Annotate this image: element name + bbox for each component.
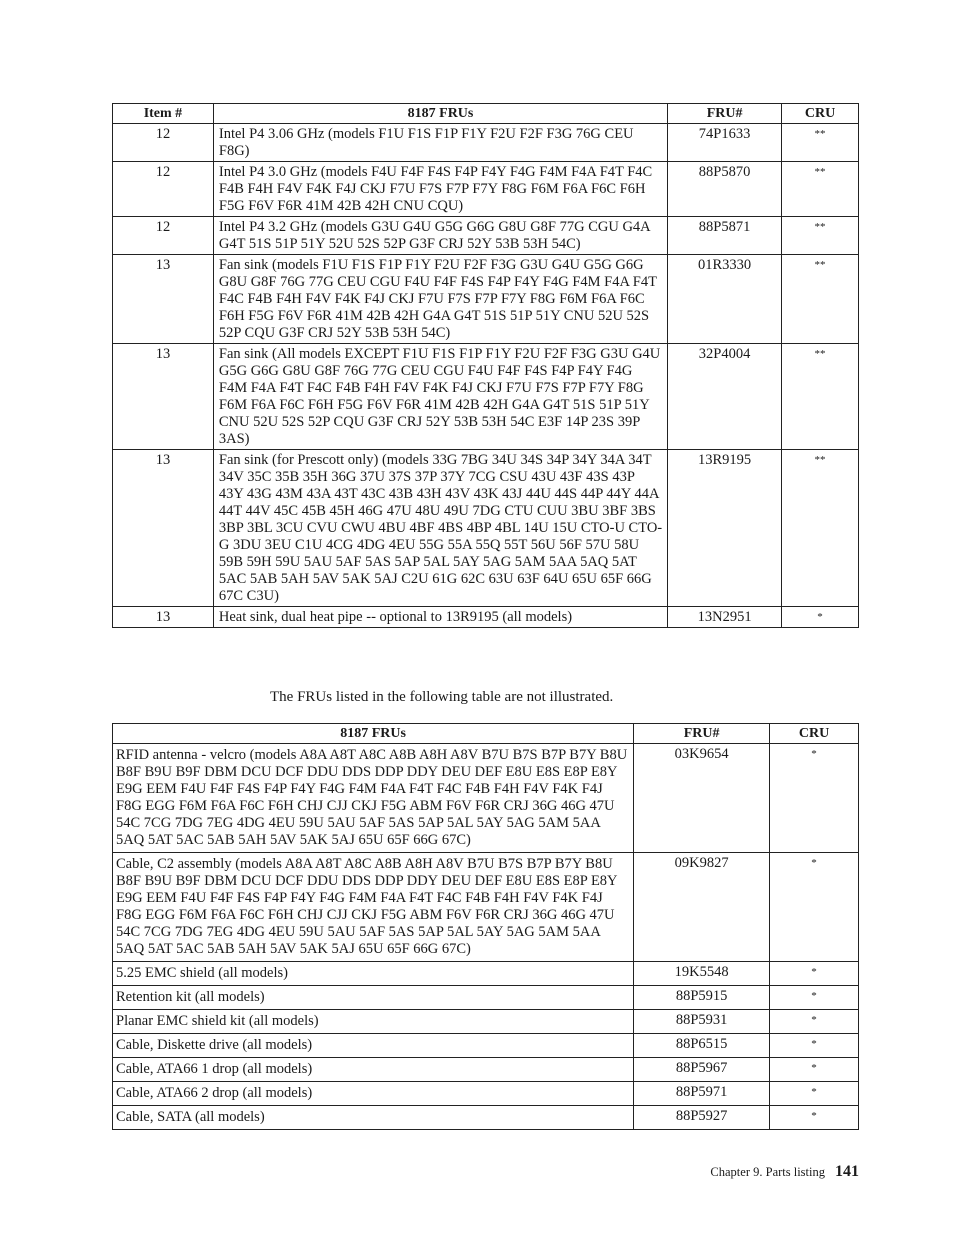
fru-table-not-illustrated [112,723,859,1130]
item-number-cell: 13 [113,255,214,344]
page-number: 141 [835,1163,859,1180]
fru-number-cell: 88P5971 [634,1082,770,1106]
table-row [113,1106,859,1130]
cru-cell: * [770,1106,859,1130]
fru-description-cell: Cable, ATA66 2 drop (all models) [113,1082,634,1106]
table-row [113,1010,859,1034]
fru-number-cell: 32P4004 [668,344,782,450]
cru-cell: * [770,853,859,962]
table-row [113,1034,859,1058]
fru-number-cell: 13N2951 [668,607,782,628]
fru-description-cell: Fan sink (All models EXCEPT F1U F1S F1P F1Y F2U F2F F3G G3U G4U G5G G6G G8U G8F 76G 77G CEU CGU F4U F4F F4S F4P F4Y F4G F4M F4A F4T F4C F4B F4H F4V F4K F4J CKJ F7U F7S F7P F7Y F8G F6M F6A F6C F6H F5G F6V F6R 41M 42B 42H G4A G4T 51S 51P 51Y CNU 52U 52S 52P CQU G3F CRJ 52Y 53B 53H 54C E3F 14P 23S 39P 3AS) [213,344,667,450]
cru-cell: ** [782,162,859,217]
table-header-row [113,104,859,124]
fru-number-cell: 74P1633 [668,124,782,162]
fru-number-cell: 88P5931 [634,1010,770,1034]
cru-cell: * [782,607,859,628]
table-header-row [113,724,859,744]
cru-cell: * [770,1082,859,1106]
fru-number-cell: 88P5870 [668,162,782,217]
table-row [113,986,859,1010]
header-cru: CRU [770,724,859,744]
cru-cell: ** [782,255,859,344]
fru-number-cell: 01R3330 [668,255,782,344]
table-row [113,450,859,607]
fru-description-cell: Retention kit (all models) [113,986,634,1010]
table-row [113,124,859,162]
header-fru-number: FRU# [668,104,782,124]
cru-cell: ** [782,124,859,162]
table-row [113,744,859,853]
fru-description-cell: Heat sink, dual heat pipe -- optional to 13R9195 (all models) [213,607,667,628]
fru-number-cell: 88P6515 [634,1034,770,1058]
cru-cell: * [770,986,859,1010]
fru-description-cell: Planar EMC shield kit (all models) [113,1010,634,1034]
fru-number-cell: 13R9195 [668,450,782,607]
item-number-cell: 13 [113,450,214,607]
intro-text: The FRUs listed in the following table are not illustrated. [270,689,614,705]
fru-number-cell: 09K9827 [634,853,770,962]
fru-number-cell: 88P5871 [668,217,782,255]
fru-number-cell: 03K9654 [634,744,770,853]
fru-table-illustrated [112,103,859,628]
table-body [113,124,859,628]
table-row [113,217,859,255]
cru-cell: * [770,1010,859,1034]
header-frus: 8187 FRUs [113,724,634,744]
fru-description-cell: Fan sink (for Prescott only) (models 33G 7BG 34U 34S 34P 34Y 34A 34T 34V 35C 35B 35H 36G 37U 37S 37P 37Y 7CG CSU 43U 43F 43S 43P 43Y 43G 43M 43A 43T 43C 43B 43H 43V 43K 43J 44U 44S 44P 44Y 44A 44T 44V 45C 45B 45H 46G 47U 48U 49U 7DG CTU CUU 3BU 3BF 3BS 3BP 3BL 3CU CVU CWU 4BU 4BF 4BS 4BP 4BL 14U 15U CTO-U CTO-G 3DU 3EU C1U 4CG 4DG 4EU 55G 55A 55Q 55T 56U 56F 57U 58U 59B 59H 59U 5AU 5AF 5AS 5AP 5AL 5AY 5AG 5AM 5AA 5AQ 5AT 5AC 5AB 5AH 5AV 5AK 5AJ C2U 61G 62C 63U 63F 64U 65U 65F 66G 67C C3U) [213,450,667,607]
fru-description-cell: Intel P4 3.2 GHz (models G3U G4U G5G G6G G8U G8F 77G CGU G4A G4T 51S 51P 51Y 52U 52S 52P G3F CRJ 52Y 53B 53H 54C) [213,217,667,255]
fru-description-cell: Intel P4 3.06 GHz (models F1U F1S F1P F1Y F2U F2F F3G 76G CEU F8G) [213,124,667,162]
table-body [113,744,859,1130]
table-row [113,1058,859,1082]
cru-cell: * [770,1058,859,1082]
table-row [113,1082,859,1106]
item-number-cell: 12 [113,124,214,162]
fru-description-cell: RFID antenna - velcro (models A8A A8T A8C A8B A8H A8V B7U B7S B7P B7Y B8U B8F B9U B9F DBM DCU DCF DDU DDS DDP DDY DEU DEF E8U E8S E8P E8Y E9G EEM F4U F4F F4S F4P F4Y F4G F4M F4A F4T F4C F4B F4H F4V F4K F4J F8G EGG F6M F6A F6C F6H CHJ CJJ CKJ F5G ABM F6V F6R CRJ 36G 46G 47U 54C 7CG 7DG 7EG 4DG 4EU 59U 5AU 5AF 5AS 5AP 5AL 5AY 5AG 5AM 5AA 5AQ 5AT 5AC 5AB 5AH 5AV 5AK 5AJ 65U 65F 66G 67C) [113,744,634,853]
chapter-label: Chapter 9. Parts listing [710,1165,825,1179]
cru-cell: ** [782,344,859,450]
item-number-cell: 13 [113,607,214,628]
fru-number-cell: 88P5927 [634,1106,770,1130]
header-fru-number: FRU# [634,724,770,744]
table-row [113,607,859,628]
cru-cell: * [770,962,859,986]
fru-description-cell: Intel P4 3.0 GHz (models F4U F4F F4S F4P F4Y F4G F4M F4A F4T F4C F4B F4H F4V F4K F4J CKJ F7U F7S F7P F7Y F8G F6M F6A F6C F6H F5G F6V F6R 41M 42B 42H CNU CQU) [213,162,667,217]
item-number-cell: 12 [113,217,214,255]
fru-description-cell: Cable, ATA66 1 drop (all models) [113,1058,634,1082]
fru-description-cell: Fan sink (models F1U F1S F1P F1Y F2U F2F F3G G3U G4U G5G G6G G8U G8F 76G 77G CEU CGU F4U F4F F4S F4P F4Y F4G F4M F4A F4T F4C F4B F4H F4V F4K F4J CKJ F7U F7S F7P F7Y F8G F6M F6A F6C F6H F5G F6V F6R 41M 42B 42H G4A G4T 51S 51P 51Y CNU 52U 52S 52P CQU G3F CRJ 52Y 53B 53H 54C) [213,255,667,344]
item-number-cell: 13 [113,344,214,450]
fru-description-cell: 5.25 EMC shield (all models) [113,962,634,986]
fru-number-cell: 88P5967 [634,1058,770,1082]
table-row [113,162,859,217]
cru-cell: * [770,1034,859,1058]
table-row [113,255,859,344]
fru-number-cell: 88P5915 [634,986,770,1010]
table-row [113,962,859,986]
table-row [113,344,859,450]
cru-cell: * [770,744,859,853]
table-row [113,853,859,962]
item-number-cell: 12 [113,162,214,217]
fru-description-cell: Cable, Diskette drive (all models) [113,1034,634,1058]
cru-cell: ** [782,217,859,255]
fru-number-cell: 19K5548 [634,962,770,986]
header-cru: CRU [782,104,859,124]
page-footer [710,1163,859,1181]
fru-description-cell: Cable, SATA (all models) [113,1106,634,1130]
header-frus: 8187 FRUs [213,104,667,124]
header-item: Item # [113,104,214,124]
cru-cell: ** [782,450,859,607]
fru-description-cell: Cable, C2 assembly (models A8A A8T A8C A8B A8H A8V B7U B7S B7P B7Y B8U B8F B9U B9F DBM DCU DCF DDU DDS DDP DDY DEU DEF E8U E8S E8P E8Y E9G EEM F4U F4F F4S F4P F4Y F4G F4M F4A F4T F4C F4B F4H F4V F4K F4J F8G EGG F6M F6A F6C F6H CHJ CJJ CKJ F5G ABM F6V F6R CRJ 36G 46G 47U 54C 7CG 7DG 7EG 4DG 4EU 59U 5AU 5AF 5AS 5AP 5AL 5AY 5AG 5AM 5AA 5AQ 5AT 5AC 5AB 5AH 5AV 5AK 5AJ 65U 65F 66G 67C) [113,853,634,962]
